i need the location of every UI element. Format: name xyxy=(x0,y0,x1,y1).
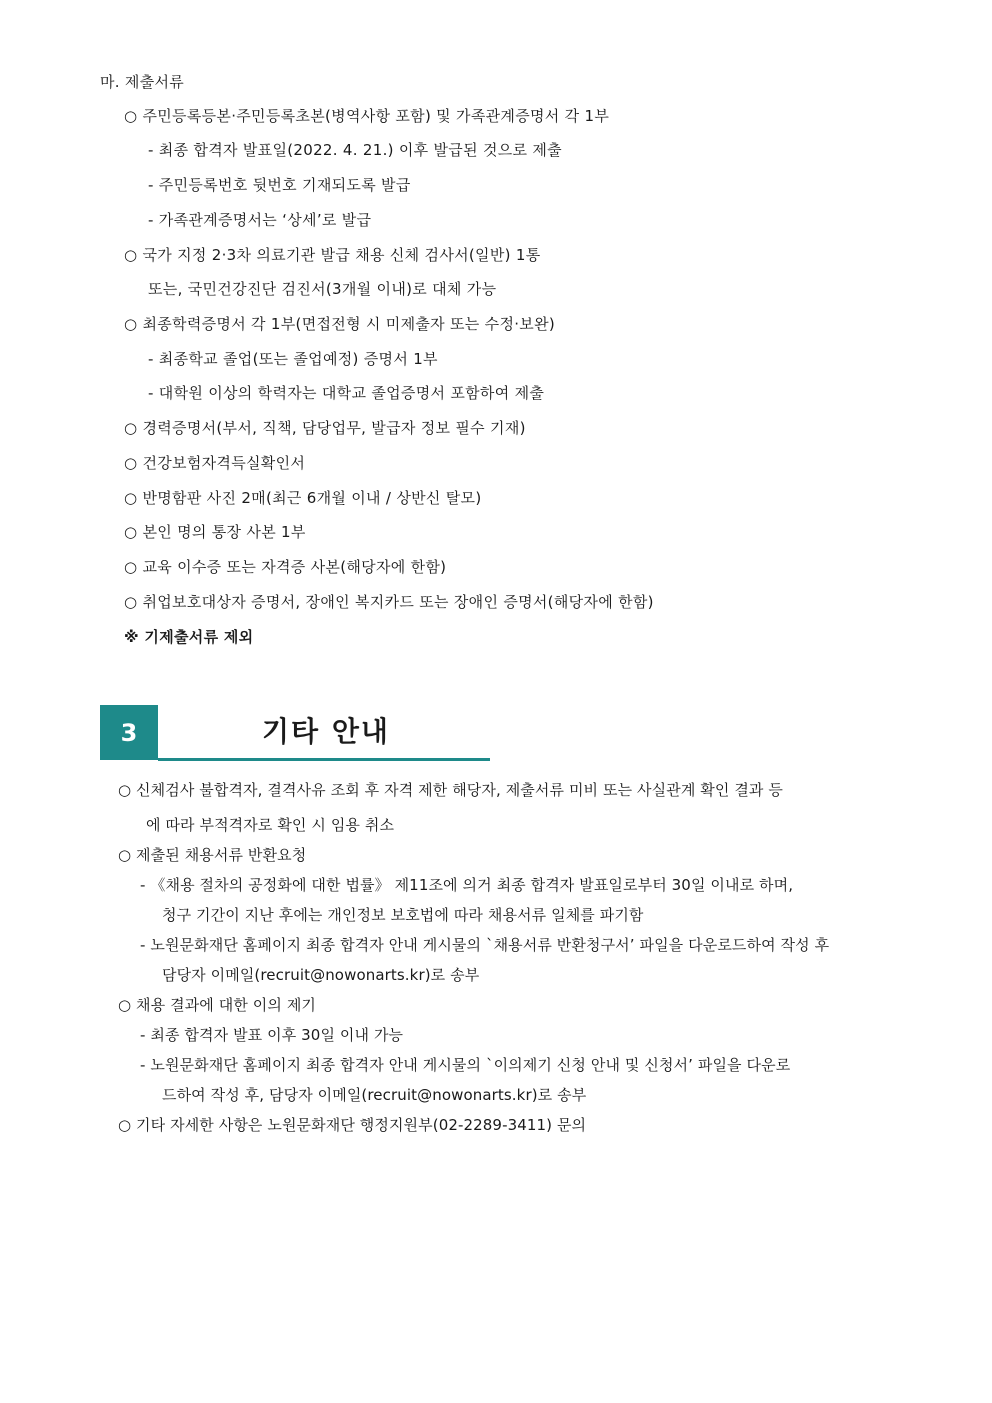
section-title: 기타 안내 xyxy=(262,715,390,748)
doc-subitem: - 주민등록번호 뒷번호 기재되도록 발급 xyxy=(148,176,411,194)
info-item-continuation: 에 따라 부적격자로 확인 시 임용 취소 xyxy=(146,816,395,834)
info-item: ○ 제출된 채용서류 반환요청 xyxy=(118,846,307,864)
info-item: ○ 기타 자세한 사항은 노원문화재단 행정지원부(02-2289-3411) 문의 xyxy=(118,1116,587,1134)
doc-item-continuation: 또는, 국민건강진단 검진서(3개월 이내)로 대체 가능 xyxy=(148,280,497,298)
section-underline xyxy=(158,758,490,761)
doc-item-insurance: ○ 건강보험자격득실확인서 xyxy=(124,454,306,472)
doc-subitem: - 가족관계증명서는 ‘상세’로 발급 xyxy=(148,211,372,229)
info-subitem: - 노원문화재단 홈페이지 최종 합격자 안내 게시물의 `채용서류 반환청구서’ 파일을 다운로드하여 작성 후 xyxy=(140,936,830,954)
doc-item-education: ○ 최종학력증명서 각 1부(면접전형 시 미제출자 또는 수정·보완) xyxy=(124,315,556,333)
info-subitem: - 《채용 절차의 공정화에 대한 법률》 제11조에 의거 최종 합격자 발표일로부터 30일 이내로 하며, xyxy=(140,876,794,894)
doc-item-protection: ○ 취업보호대상자 증명서, 장애인 복지카드 또는 장애인 증명서(해당자에 한함) xyxy=(124,593,654,611)
section-number-badge: 3 xyxy=(100,705,158,760)
info-item: ○ 채용 결과에 대한 이의 제기 xyxy=(118,996,317,1014)
info-subitem-continuation: 담당자 이메일(recruit@nowonarts.kr)로 송부 xyxy=(162,966,480,984)
info-subitem: - 최종 합격자 발표 이후 30일 이내 가능 xyxy=(140,1026,404,1044)
doc-item-health-check: ○ 국가 지정 2·3차 의료기관 발급 채용 신체 검사서(일반) 1통 xyxy=(124,246,541,264)
doc-subitem: - 최종학교 졸업(또는 졸업예정) 증명서 1부 xyxy=(148,350,438,368)
doc-item-resident-registration: ○ 주민등록등본·주민등록초본(병역사항 포함) 및 가족관계증명서 각 1부 xyxy=(124,107,610,125)
doc-item-bankbook: ○ 본인 명의 통장 사본 1부 xyxy=(124,523,306,541)
doc-item-photo: ○ 반명함판 사진 2매(최근 6개월 이내 / 상반신 탈모) xyxy=(124,489,482,507)
info-subitem: - 노원문화재단 홈페이지 최종 합격자 안내 게시물의 `이의제기 신청 안내 및 신청서’ 파일을 다운로 xyxy=(140,1056,791,1074)
note: ※ 기제출서류 제외 xyxy=(124,628,254,646)
doc-subitem: - 대학원 이상의 학력자는 대학교 졸업증명서 포함하여 제출 xyxy=(148,384,545,402)
info-subitem-continuation: 청구 기간이 지난 후에는 개인정보 보호법에 따라 채용서류 일체를 파기함 xyxy=(162,906,644,924)
info-subitem-continuation: 드하여 작성 후, 담당자 이메일(recruit@nowonarts.kr)로 송부 xyxy=(162,1086,587,1104)
doc-item-certificate: ○ 교육 이수증 또는 자격증 사본(해당자에 한함) xyxy=(124,558,447,576)
info-item: ○ 신체검사 불합격자, 결격사유 조회 후 자격 제한 해당자, 제출서류 미비 또는 사실관계 확인 결과 등 xyxy=(118,781,783,799)
doc-item-career: ○ 경력증명서(부서, 직책, 담당업무, 발급자 정보 필수 기재) xyxy=(124,419,526,437)
section-heading: 마. 제출서류 xyxy=(100,73,185,91)
doc-subitem: - 최종 합격자 발표일(2022. 4. 21.) 이후 발급된 것으로 제출 xyxy=(148,141,562,159)
